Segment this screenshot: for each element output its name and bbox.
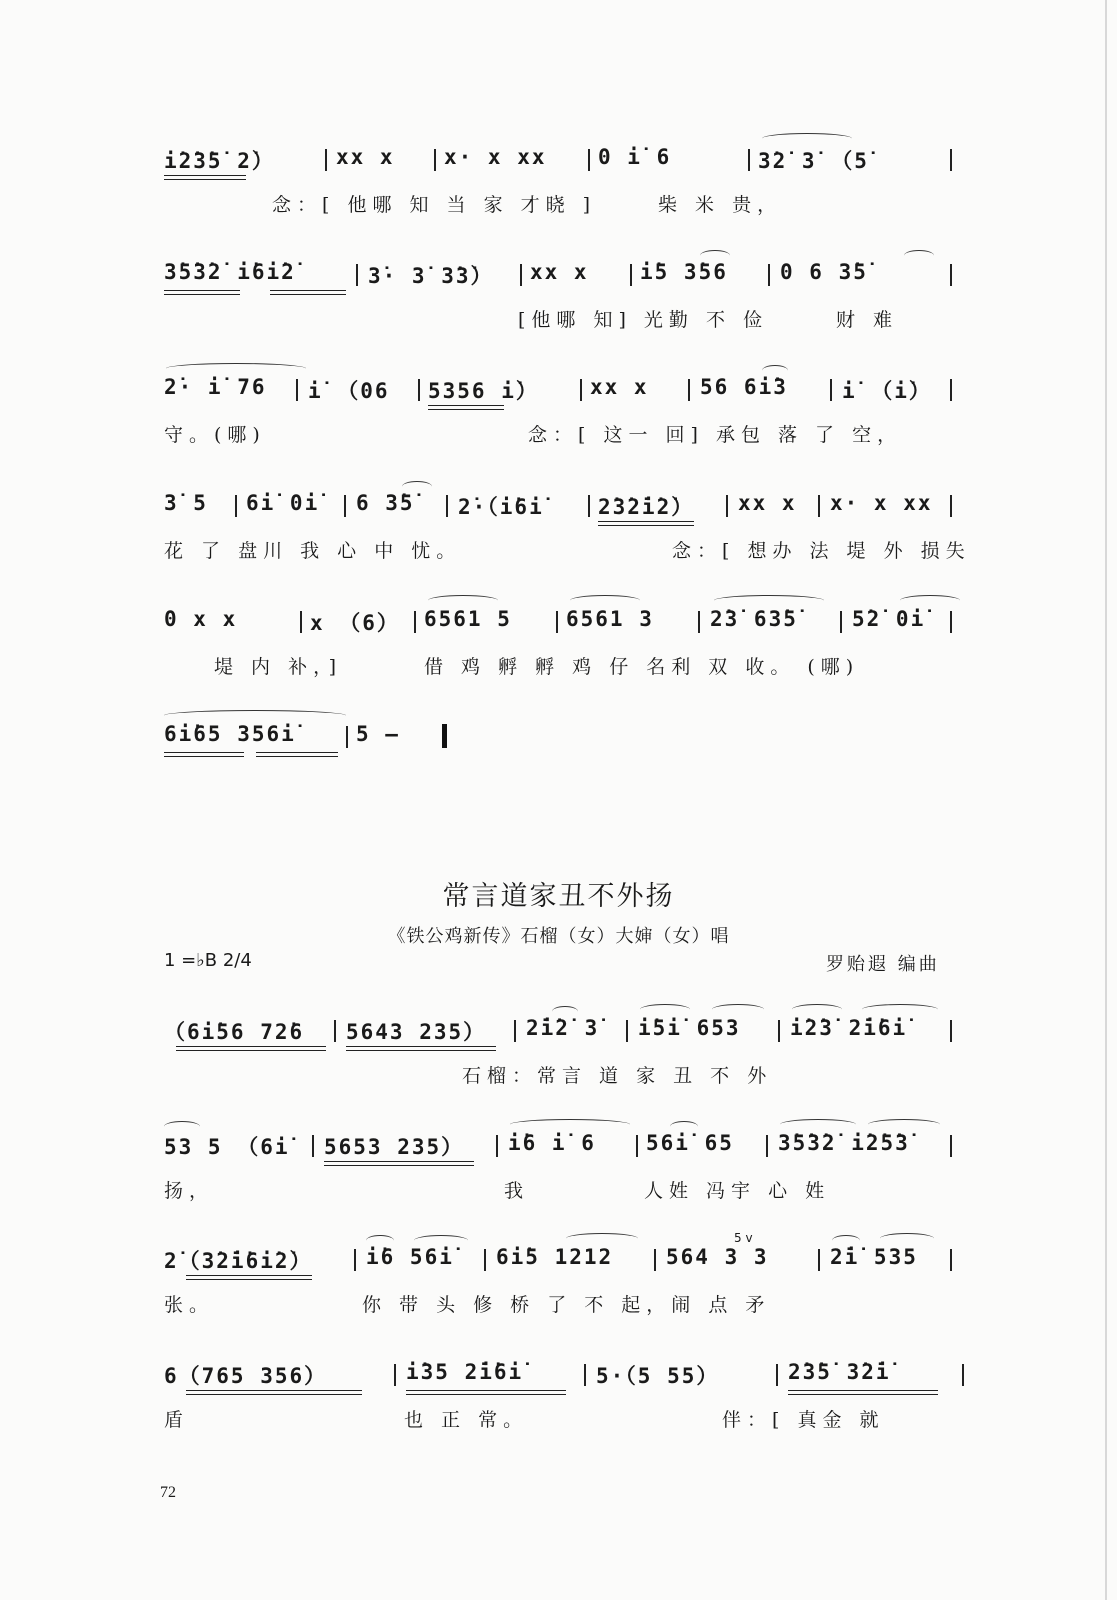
barline: [496, 1135, 498, 1157]
lyric: 石榴：常言 道 家 丑 不 外: [462, 1065, 773, 1087]
underline: [324, 1165, 474, 1166]
composer-credit: 罗贻遐 编曲: [826, 954, 940, 975]
lyric: 念：[ 这一 回] 承包 落 了 空，: [528, 424, 903, 446]
measure: 5653 235）: [324, 1135, 465, 1159]
underline: [186, 1394, 362, 1395]
measure: xx x: [738, 491, 797, 515]
key-signature: 1 =♭B 2/4: [164, 950, 252, 971]
barline: [626, 1020, 628, 1042]
grace-note: 5 v: [734, 1231, 753, 1245]
lyric: 你 带 头 修 桥 了 不 起，闹 点 矛: [362, 1294, 771, 1316]
underline: [598, 525, 694, 526]
slur: [670, 1121, 698, 1132]
underline: [164, 752, 244, 753]
measure: 56i̇ 65: [646, 1131, 734, 1155]
measure: 2̇i̇2̇ 3̇: [526, 1016, 600, 1040]
underline: [428, 409, 504, 410]
barline: [446, 495, 448, 517]
barline: [776, 1364, 778, 1386]
barline: [354, 1249, 356, 1271]
underline: [324, 1161, 474, 1162]
slur: [510, 1119, 630, 1130]
lyric: 柴 米 贵，: [658, 194, 783, 216]
lyric: 花 了 盘川 我 心 中 忧。: [164, 540, 462, 562]
slur: [164, 1121, 200, 1132]
measure: 56 6i̇3: [700, 375, 788, 399]
lyric: [他哪 知] 光勤 不 俭: [518, 309, 768, 331]
barline: [636, 1135, 638, 1157]
barline: [334, 1020, 336, 1042]
barline: [484, 1249, 486, 1271]
underline: [270, 290, 346, 291]
lyric: 我: [504, 1180, 530, 1202]
slur: [700, 250, 730, 261]
barline: [588, 149, 590, 171]
measure: i̇ （i̇）: [842, 379, 932, 403]
barline: [300, 611, 302, 633]
slur: [880, 1233, 934, 1244]
barline: [950, 379, 952, 401]
barline: [654, 1249, 656, 1271]
barline: [950, 1020, 952, 1042]
underline: [164, 294, 240, 295]
underline: [256, 752, 338, 753]
measure: 2̇·（i̇6i̇: [458, 495, 544, 519]
lyric: 人姓 冯宇 心 姓: [644, 1180, 831, 1202]
underline: [186, 1279, 312, 1280]
barline: [356, 264, 358, 286]
underline: [598, 521, 694, 522]
measure: i̇6 i̇ 6: [508, 1131, 596, 1155]
measure: i̇35 2̇i̇6i̇: [406, 1360, 524, 1384]
measure: 6i̇ 0i̇: [246, 491, 320, 515]
page-number: 72: [160, 1484, 176, 1501]
slur: [832, 1235, 860, 1246]
barline: [950, 1135, 952, 1157]
barline: [962, 1364, 964, 1386]
slur: [414, 1235, 468, 1246]
barline: [514, 1020, 516, 1042]
barline: [748, 149, 750, 171]
measure: 2̇3̇ 63̇5̇: [710, 607, 798, 631]
barline: [630, 264, 632, 286]
measure: 2̇i̇ 535: [830, 1245, 918, 1269]
measure: 0 x x: [164, 607, 238, 631]
measure: 6（765 356）: [164, 1364, 328, 1388]
slur: [780, 1119, 856, 1130]
barline: [418, 379, 420, 401]
slur: [428, 595, 498, 606]
underline: [256, 756, 338, 757]
measure: 3̇5̇3̇2̇ i̇6i̇2̇: [164, 260, 296, 284]
song-title: 常言道家丑不外扬: [442, 881, 675, 912]
measure: （6i̇56 72̇6: [164, 1020, 305, 1044]
underline: [164, 756, 244, 757]
barline: [950, 611, 952, 633]
slur: [762, 133, 852, 144]
measure: i̇2̇3̇5̇ 2̇）: [164, 149, 275, 173]
lyric: 念：[ 想办 法 堤 外 损失: [672, 540, 971, 562]
barline: [580, 379, 582, 401]
barline: [840, 611, 842, 633]
underline: [270, 294, 346, 295]
slur: [164, 710, 346, 721]
underline: [788, 1394, 938, 1395]
measure: 0 6 3̇5̇: [780, 260, 868, 284]
slur: [570, 595, 640, 606]
measure: 2̇· i̇ 76: [164, 375, 267, 399]
measure: 5̇2̇ 0i̇: [852, 607, 926, 631]
measure: 5643 235）: [346, 1020, 487, 1044]
measure: i̇5 3̇56: [640, 260, 728, 284]
barline: [584, 1364, 586, 1386]
slur: [900, 595, 960, 606]
barline: [818, 495, 820, 517]
underline: [164, 175, 246, 176]
slur: [566, 1233, 638, 1244]
measure: 3̇2̇ 3̇ （5̇: [758, 149, 869, 173]
underline: [176, 1046, 326, 1047]
barline: [766, 1135, 768, 1157]
lyric: 借 鸡 孵 孵 鸡 仔 名利 双 收。 (哪): [424, 656, 860, 678]
measure: 6561 3: [566, 607, 654, 631]
underline: [346, 1050, 496, 1051]
lyric: 扬，: [164, 1180, 215, 1202]
slur: [762, 365, 788, 376]
barline: [312, 1135, 314, 1157]
measure: xx x: [590, 375, 649, 399]
underline: [346, 1046, 496, 1047]
measure: 53 5 （6i̇: [164, 1135, 290, 1159]
underline: [406, 1394, 566, 1395]
measure: i̇ （06: [308, 379, 390, 403]
lyric: 堤 内 补，]: [214, 656, 342, 678]
barline: [394, 1364, 396, 1386]
measure: i̇2̇3̇ 2̇i̇6i̇: [790, 1016, 908, 1040]
underline: [186, 1275, 312, 1276]
barline: [520, 264, 522, 286]
measure: x （6）: [310, 611, 400, 635]
measure: 0 i̇ 6: [598, 145, 672, 169]
measure: 6561 5: [424, 607, 512, 631]
barline: [688, 379, 690, 401]
slur: [862, 1004, 938, 1015]
measure: 3̇ 5: [164, 491, 208, 515]
barline: [325, 149, 327, 171]
barline: [950, 264, 952, 286]
underline: [186, 1390, 362, 1391]
final-barline: [442, 724, 447, 748]
lyric: 守。(哪): [164, 424, 266, 446]
barline: [818, 1249, 820, 1271]
measure: 6i̇65 356i̇: [164, 722, 296, 746]
underline: [428, 405, 504, 406]
measure: x· x xx: [830, 491, 933, 515]
slur: [712, 1004, 764, 1015]
measure: 6i̇5 1212: [496, 1245, 614, 1269]
measure: 564 3 3: [666, 1245, 769, 1269]
barline: [778, 1020, 780, 1042]
measure: 2̇（3̇2̇i̇6i̇2̇）: [164, 1249, 313, 1273]
barline: [830, 379, 832, 401]
lyric: 也 正 常。: [404, 1409, 529, 1431]
measure: 5 —: [356, 722, 400, 746]
slur: [904, 250, 934, 261]
underline: [788, 1390, 938, 1391]
slur: [366, 1235, 394, 1246]
barline: [346, 726, 348, 748]
slur: [552, 1006, 578, 1017]
measure: xx x: [530, 260, 589, 284]
measure: 2̇3̇2̇i̇2̇）: [598, 495, 695, 519]
barline: [235, 495, 237, 517]
lyric: 伴：[ 真金 就: [722, 1409, 885, 1431]
barline: [296, 379, 298, 401]
barline: [698, 611, 700, 633]
barline: [434, 149, 436, 171]
lyric: 张。: [164, 1294, 215, 1316]
underline: [164, 179, 246, 180]
measure: i̇5i̇ 653: [638, 1016, 741, 1040]
slur: [640, 1004, 690, 1015]
barline: [768, 264, 770, 286]
lyric: 财 难: [836, 309, 899, 331]
lyric: 念：[ 他哪 知 当 家 才晓 ]: [272, 194, 597, 216]
barline: [950, 149, 952, 171]
barline: [950, 1249, 952, 1271]
measure: 2̇3̇5̇ 3̇2̇i̇: [788, 1360, 891, 1384]
lyric: 盾: [164, 1409, 190, 1431]
underline: [406, 1390, 566, 1391]
slur: [868, 1119, 940, 1130]
slur: [714, 595, 824, 606]
measure: 6 3̇5̇: [356, 491, 415, 515]
song-subtitle: 《铁公鸡新传》石榴（女）大婶（女）唱: [387, 926, 730, 947]
measure: 3̇5̇3̇2̇ i̇2̇5̇3̇: [778, 1131, 910, 1155]
measure: i̇6 56i̇: [366, 1245, 454, 1269]
underline: [176, 1050, 326, 1051]
barline: [726, 495, 728, 517]
slur: [792, 1004, 842, 1015]
barline: [344, 495, 346, 517]
underline: [164, 290, 240, 291]
slur: [402, 481, 432, 492]
measure: 5356 i̇）: [428, 379, 539, 403]
slur: [166, 363, 306, 374]
measure: x· x xx: [444, 145, 547, 169]
measure: xx x: [336, 145, 395, 169]
measure: 5·（5 55）: [596, 1364, 720, 1388]
measure: 3̇· 3̇ 3̇3̇）: [368, 264, 494, 288]
barline: [414, 611, 416, 633]
barline: [556, 611, 558, 633]
barline: [950, 495, 952, 517]
barline: [588, 495, 590, 517]
